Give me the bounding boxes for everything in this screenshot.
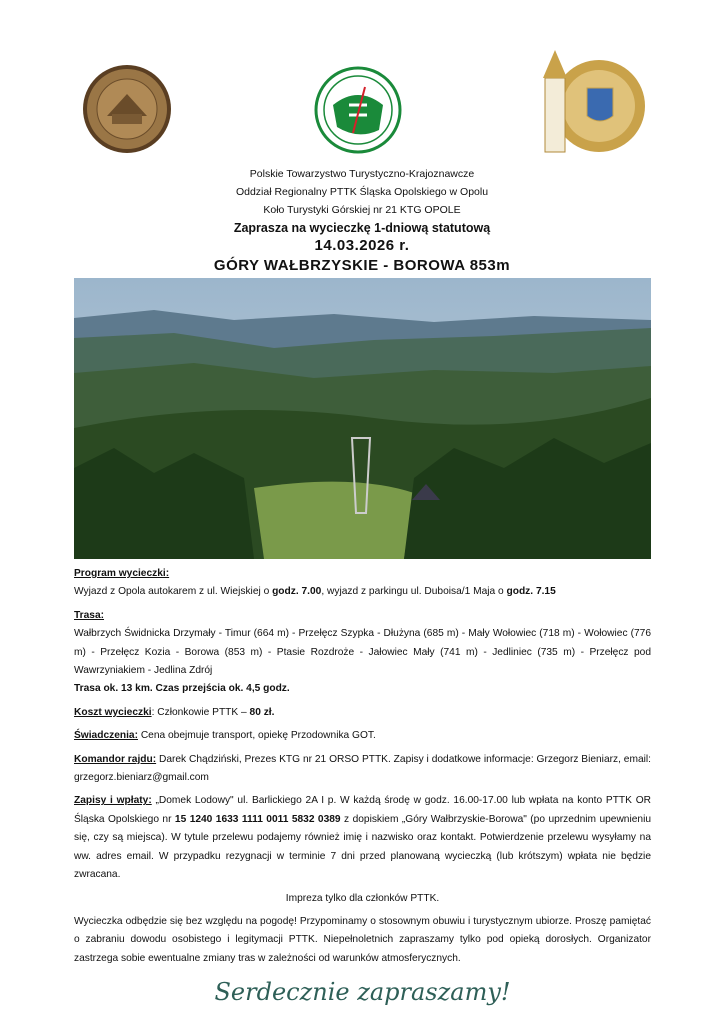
services-label: Świadczenia: [74,730,138,742]
leader-text: Darek Chądziński, Prezes KTG nr 21 ORSO PTTK. Zapisy i dodatkowe informacje: Grzegorz Bieniarz, email: [156,753,651,765]
members-only-note: Impreza tylko dla członków PTTK. [285,892,440,904]
email-link[interactable]: grzegorz.bieniarz@gmail.com [74,772,209,784]
route-label: Trasa: [74,609,105,621]
program-text: Wyjazd z Opola autokarem z ul. Wiejskiej o [74,586,273,598]
signature-greeting: Serdecznie zapraszamy! [214,978,511,1007]
route-summary: Trasa ok. 13 km. Czas przejścia ok. 4,5 godz. [74,683,290,695]
services-text: Cena obejmuje transport, opiekę Przodownika GOT. [137,730,376,742]
bank-account-number: 15 1240 1633 1111 0011 5832 0389 [174,813,341,825]
departure-time-1: godz. 7.00 [272,586,322,598]
trip-title: GÓRY WAŁBRZYSKIE - BOROWA 853m [213,257,511,274]
departure-time-2: godz. 7.15 [506,586,556,598]
registration-text: „Domek Lodowy" ul. Barlickiego 2A I p. W każdą środę w godz. 16.00-17.00 lub wpłata na konto PTTK OR Śląska Opolskiego nr [74,795,651,825]
route-text: Wałbrzych Świdnicka Drzymały - Timur (664 m) - Przełęcz Szypka - Dłużyna (685 m) - Mały Wołowiec (718 m) - Wołowiec (776 m) - Przełęcz Kozia - Borowa (853 m) - Ptasie Rozdroże - Jałowiec Mały (741 m) - Jedliniec (735 m) - Przełęcz pod Wawrzyniakiem - Jedlina Zdrój [74,628,651,677]
pttk-logo [313,65,403,155]
registration-label: Zapisy i wpłaty: [74,795,152,807]
club-name: Koło Turystyki Górskiej nr 21 KTG OPOLE [263,204,461,216]
branch-name: Oddział Regionalny PTTK Śląska Opolskiego w Opolu [235,186,489,198]
program-text-2: , wyjazd z parkingu ul. Duboisa/1 Maja o [321,586,507,598]
cost-label: Koszt wycieczki [74,706,152,718]
price: 80 zł. [249,706,275,718]
program-label: Program wycieczki: [74,568,170,579]
mountain-landscape-photo [74,278,651,559]
trip-date: 14.03.2026 r. [314,237,410,254]
trip-details [74,565,651,1008]
weather-notice: Wycieczka odbędzie się bez względu na pogodę! Przypominamy o stosownym obuwiu i turystycznym ubiorze. Proszę pamiętać o zabraniu dowodu osobistego i legitymacji PTTK. Niepełnoletnich zapraszamy tylko pod opieką dorosłych. Organizator zastrzega sobie ewentualne zmiany tras w zależności od warunków atmosferycznych. [74,915,651,964]
invitation-line: Zaprasza na wycieczkę 1-dniową statutową [233,221,491,235]
cost-text: : Członkowie PTTK – [151,706,250,718]
registration-text-2: z dopiskiem „Góry Wałbrzyskie-Borowa" (po uprzednim upewnieniu się, czy są miejsca). W tytule przelewu podajemy również imię i nazwisko oraz kontakt. Potwierdzenie przelewu wysyłamy na ww. adres email. W przypadku rezygnacji w terminie 7 dni przed planowaną wycieczką (lub krótszym) wpłata nie będzie zwracana. [74,813,651,881]
ktg-opole-badge-logo [537,48,647,156]
regional-badge-logo [82,64,172,154]
org-name: Polskie Towarzystwo Turystyczno-Krajoznawcze [249,168,475,180]
leader-label: Komandor rajdu: [74,753,157,765]
